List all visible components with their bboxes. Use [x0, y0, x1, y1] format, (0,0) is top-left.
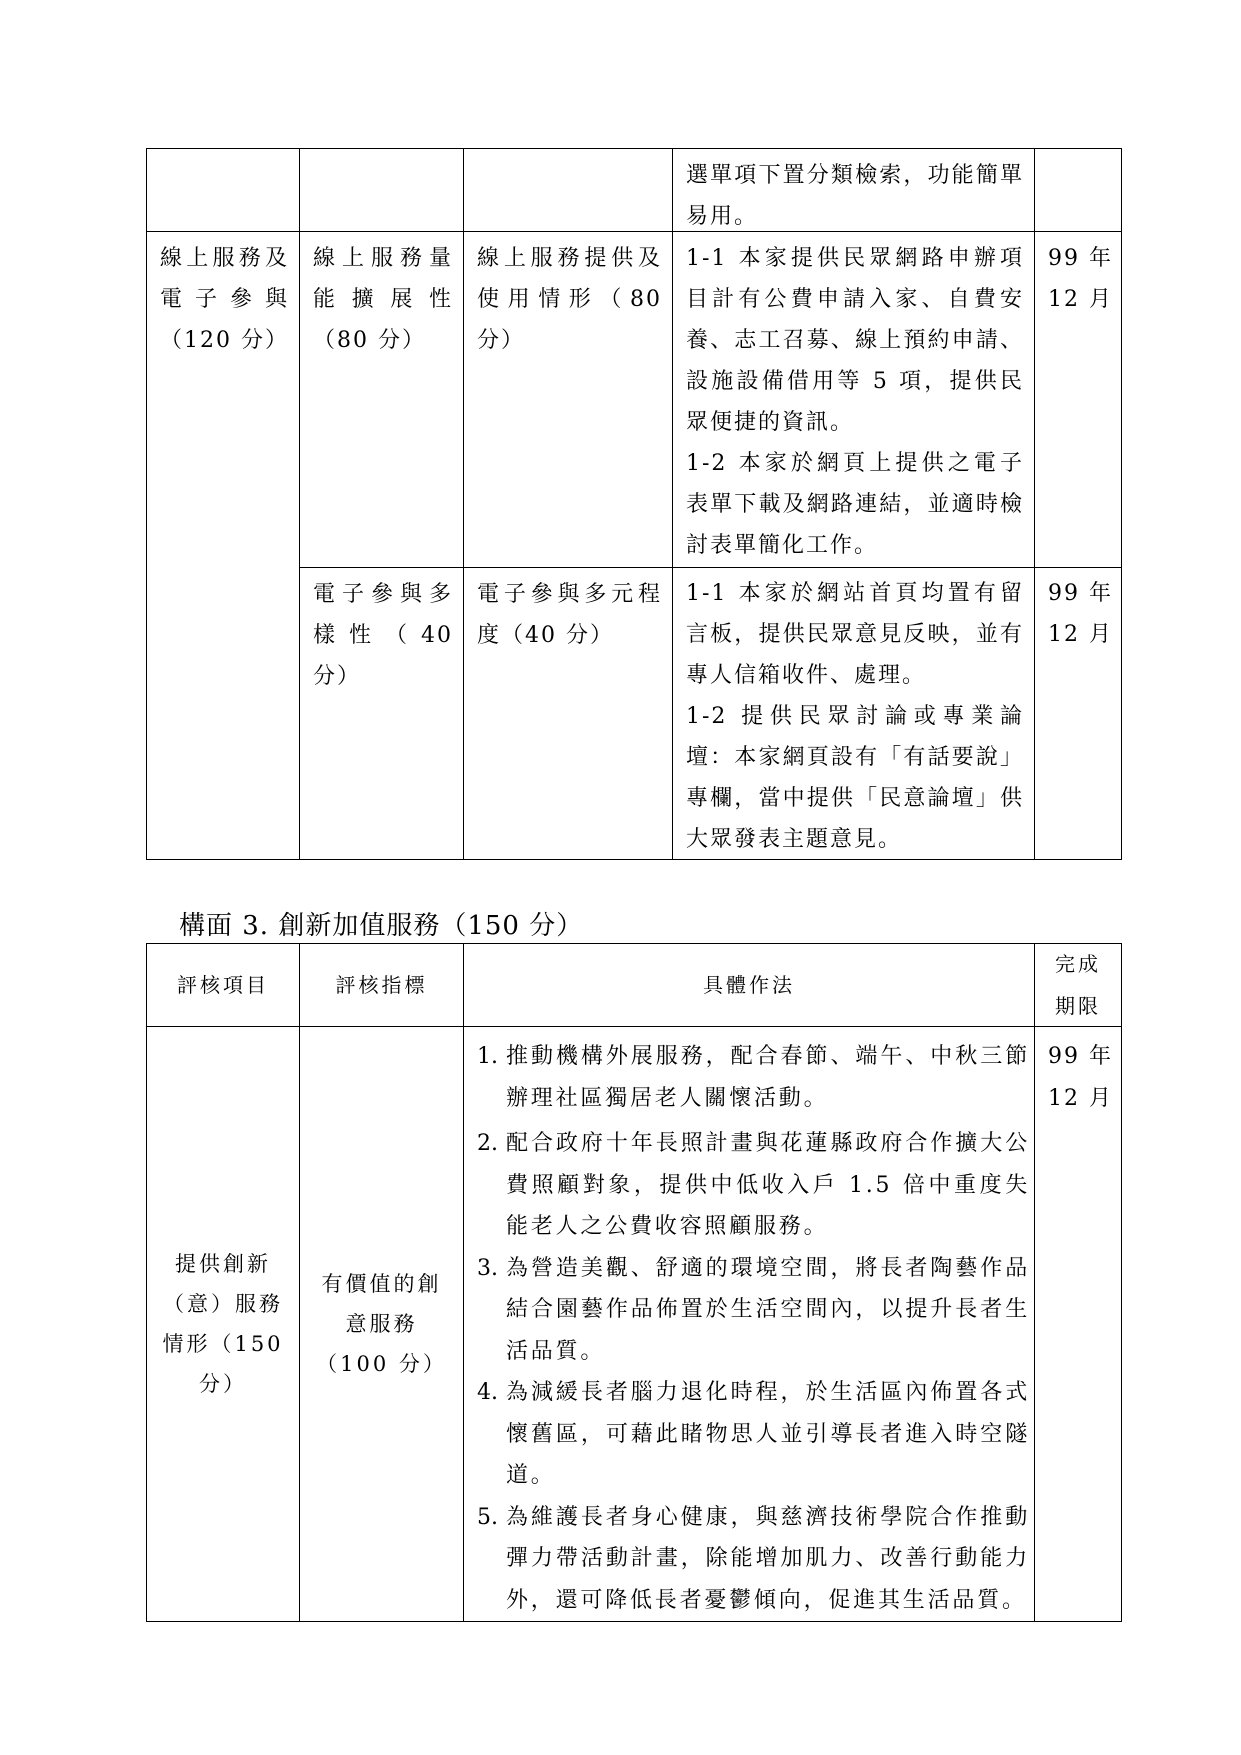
table-cell-practice-list	[463, 1026, 1035, 1622]
list-text: 推動機構外展服務，配合春節、端午、中秋三節辦理社區獨居老人關懷活動。	[506, 1044, 1030, 1111]
sub-indicator-text: 電子參與多元程度（40 分）	[477, 582, 662, 648]
list-number: 5.	[477, 1504, 498, 1530]
table-cell-sub-indicator	[463, 231, 673, 568]
table-cell-indicator	[299, 231, 464, 568]
indicator-text: 電子參與多樣性（40 分）	[313, 582, 453, 689]
table-cell-practice	[672, 231, 1035, 568]
table-header-indicator	[299, 943, 464, 1027]
list-number: 1.	[477, 1044, 498, 1069]
practice-paragraph: 1-1 本家提供民眾網路申辦項目計有公費申請入家、自費安養、志工召募、線上預約申請、設施設備借用等 5 項，提供民眾便捷的資訊。	[686, 246, 1024, 435]
deadline-text: 99 年 12 月	[1048, 1044, 1113, 1111]
list-item	[477, 1372, 1030, 1497]
table-cell-practice	[672, 567, 1035, 860]
header-label: 完成期限	[1055, 952, 1101, 1018]
deadline-text: 99 年 12 月	[1048, 246, 1113, 312]
list-text: 為維護長者身心健康，與慈濟技術學院合作推動彈力帶活動計畫，除能增加肌力、改善行動能力外，還可降低長者憂鬱傾向，促進其生活品質。	[506, 1504, 1030, 1613]
table-cell-indicator	[299, 567, 464, 860]
practice-paragraph: 1-1 本家於網站首頁均置有留言板，提供民眾意見反映，並有專人信箱收件、處理。	[686, 581, 1024, 688]
table-cell-empty	[299, 148, 464, 232]
table-cell-empty	[146, 148, 300, 232]
table-cell-deadline	[1034, 1026, 1122, 1622]
table-header-practice	[463, 943, 1035, 1027]
practice-text: 選單項下置分類檢索，功能簡單易用。	[686, 163, 1024, 229]
sub-indicator-text: 線上服務提供及使用情形（80 分）	[477, 246, 662, 353]
table-cell-indicator	[299, 1026, 464, 1622]
table-cell-sub-indicator	[463, 567, 673, 860]
evaluation-item-text: 提供創新（意）服務情形（150 分）	[162, 1252, 284, 1396]
list-text: 為減緩長者腦力退化時程，於生活區內佈置各式懷舊區，可藉此睹物思人並引導長者進入時空隧道。	[506, 1380, 1030, 1488]
header-label: 具體作法	[703, 973, 795, 997]
header-label: 評核指標	[335, 973, 428, 997]
table-cell-evaluation-item	[146, 231, 300, 860]
list-item	[477, 1123, 1030, 1248]
table-cell-deadline	[1034, 231, 1122, 568]
table-header-deadline	[1034, 943, 1122, 1027]
table-cell-practice	[672, 148, 1035, 232]
deadline-text: 99 年 12 月	[1048, 581, 1113, 647]
section-heading: 構面 3. 創新加值服務（150 分）	[179, 911, 584, 941]
table-header-item	[146, 943, 300, 1027]
evaluation-item-text: 線上服務及電子參與（120 分）	[160, 246, 289, 353]
indicator-text: 有價值的創意服務（100 分）	[316, 1272, 447, 1376]
table-cell-empty	[463, 148, 673, 232]
list-number: 3.	[477, 1255, 498, 1281]
list-text: 為營造美觀、舒適的環境空間，將長者陶藝作品結合園藝作品佈置於生活空間內，以提升長者生活品質。	[506, 1255, 1030, 1364]
practice-paragraph: 1-2 本家於網頁上提供之電子表單下載及網路連結，並適時檢討表單簡化工作。	[686, 451, 1024, 558]
list-item	[477, 1248, 1030, 1373]
list-number: 4.	[477, 1380, 498, 1405]
list-item	[477, 1497, 1030, 1622]
table-cell-deadline	[1034, 567, 1122, 860]
table-cell-evaluation-item	[146, 1026, 300, 1622]
list-text: 配合政府十年長照計畫與花蓮縣政府合作擴大公費照顧對象，提供中低收入戶 1.5 倍中重度失能老人之公費收容照顧服務。	[506, 1131, 1030, 1239]
list-item	[477, 1036, 1030, 1119]
header-label: 評核項目	[177, 973, 269, 997]
indicator-text: 線上服務量能擴展性（80 分）	[313, 246, 453, 353]
practice-paragraph: 1-2 提供民眾討論或專業論壇：本家網頁設有「有話要說」專欄，當中提供「民意論壇」供大眾發表主題意見。	[686, 704, 1024, 852]
table-cell-empty	[1034, 148, 1122, 232]
list-number: 2.	[477, 1131, 498, 1156]
